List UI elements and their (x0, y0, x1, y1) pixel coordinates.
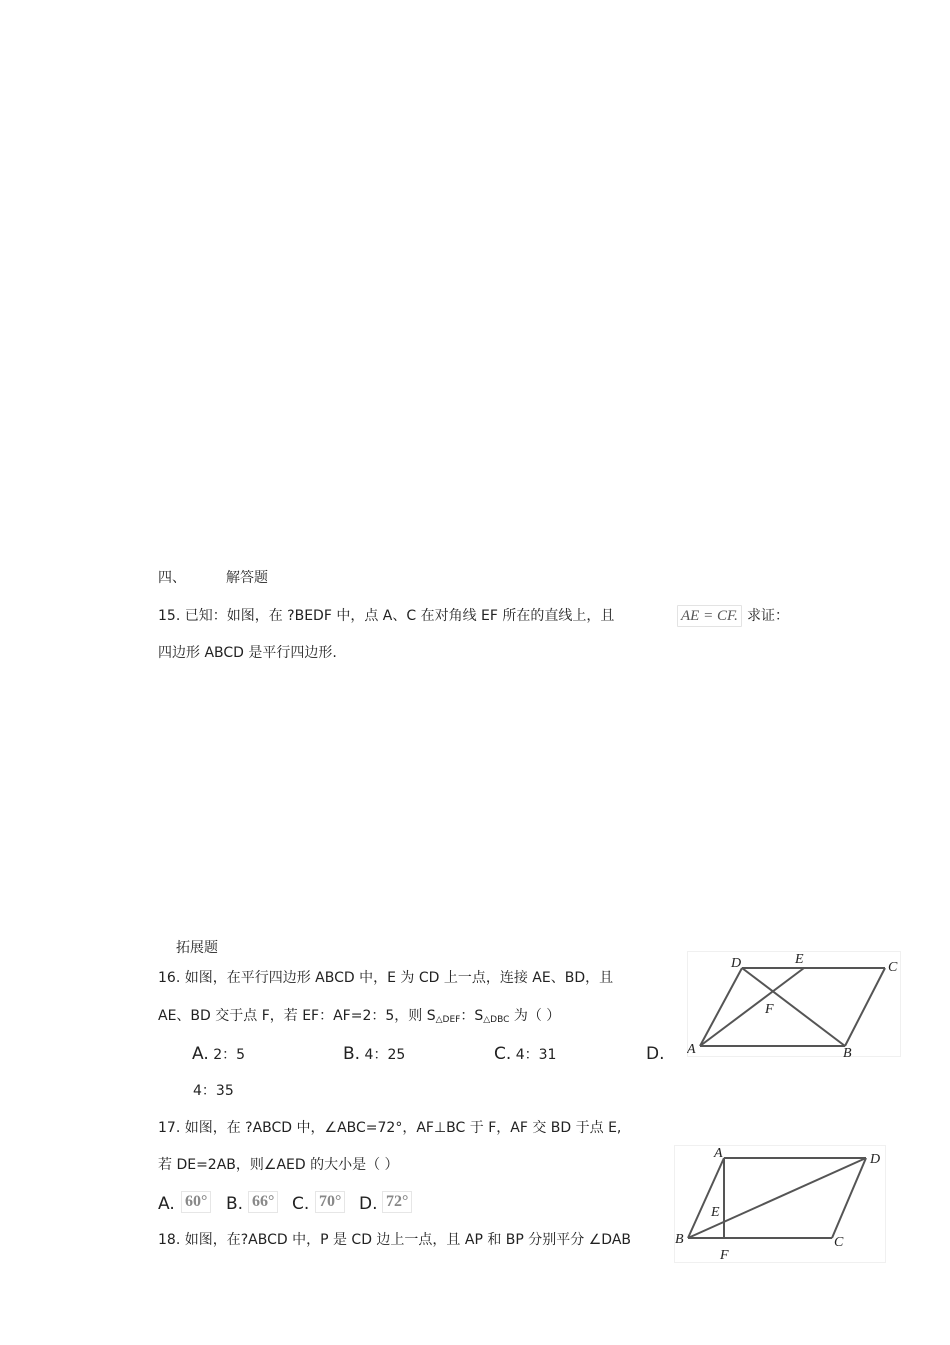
q17-text-line2: 若 DE=2AB，则∠AED 的大小是（ ） (158, 1157, 399, 1173)
q17-label-c: C (834, 1235, 844, 1250)
q16-sub-dbc: △DBC (483, 1015, 510, 1025)
q17-option-b-label: B. (226, 1194, 244, 1214)
q16-sub-def: △DEF (435, 1015, 461, 1025)
q17-option-d-value: 72° (382, 1191, 412, 1213)
q17-label-a: A (714, 1146, 723, 1161)
q17-option-a-value: 60° (181, 1191, 211, 1213)
q17-option-d-label: D. (359, 1194, 378, 1214)
q17-option-c-label: C. (292, 1194, 310, 1214)
q16-label-d: D (731, 956, 742, 971)
q15-text-line2: 四边形 ABCD 是平行四边形. (158, 645, 337, 661)
q16-text-line2-b: ：S (460, 1008, 484, 1024)
q16-label-e: E (795, 952, 804, 967)
q17-label-d: D (870, 1152, 881, 1167)
q17-option-b-value: 66° (248, 1191, 278, 1213)
q17-label-e: E (711, 1205, 720, 1220)
q17-option-c-value: 70° (315, 1191, 345, 1213)
q16-text-line1: 16. 如图，在平行四边形 ABCD 中，E 为 CD 上一点，连接 AE、BD，且 (158, 970, 614, 986)
q17-label-f: F (720, 1248, 729, 1263)
q16-text-line2-c: 为（ ） (509, 1008, 561, 1024)
q16-figure (687, 951, 901, 1057)
q16-label-b: B (843, 1046, 852, 1057)
q16-text-line2-a: AE、BD 交于点 F，若 EF：AF=2：5，则 S (158, 1008, 436, 1024)
q15-prove-label: 求证： (747, 608, 789, 624)
q16-option-b: B. 4：25 (343, 1044, 406, 1064)
q16-option-c: C. 4：31 (494, 1044, 557, 1064)
q15-text-line1: 15. 已知：如图，在 ?BEDF 中，点 A、C 在对角线 EF 所在的直线上，且 (158, 608, 615, 624)
q16-label-a: A (687, 1042, 696, 1057)
q18-text-line1: 18. 如图，在?ABCD 中，P 是 CD 边上一点，且 AP 和 BP 分别平分 ∠DAB (158, 1232, 632, 1248)
q16-label-f: F (765, 1002, 774, 1017)
extension-title: 拓展题 (176, 940, 218, 956)
q16-label-c: C (888, 960, 898, 975)
q17-label-b: B (675, 1232, 684, 1247)
q17-figure (674, 1145, 886, 1263)
q16-option-d-label: D. (646, 1044, 665, 1064)
section-title: 解答题 (226, 570, 268, 586)
q17-text-line1: 17. 如图，在 ?ABCD 中，∠ABC=72°，AF⊥BC 于 F，AF 交 BD 于点 E, (158, 1120, 622, 1136)
q15-formula: AE = CF. (677, 605, 742, 627)
q16-option-d-value: 4：35 (193, 1083, 234, 1099)
q16-text-line2 (158, 1007, 560, 1029)
section-number: 四、 (158, 570, 186, 586)
q16-option-a: A. 2：5 (192, 1044, 246, 1064)
q17-option-a-label: A. (158, 1194, 175, 1214)
